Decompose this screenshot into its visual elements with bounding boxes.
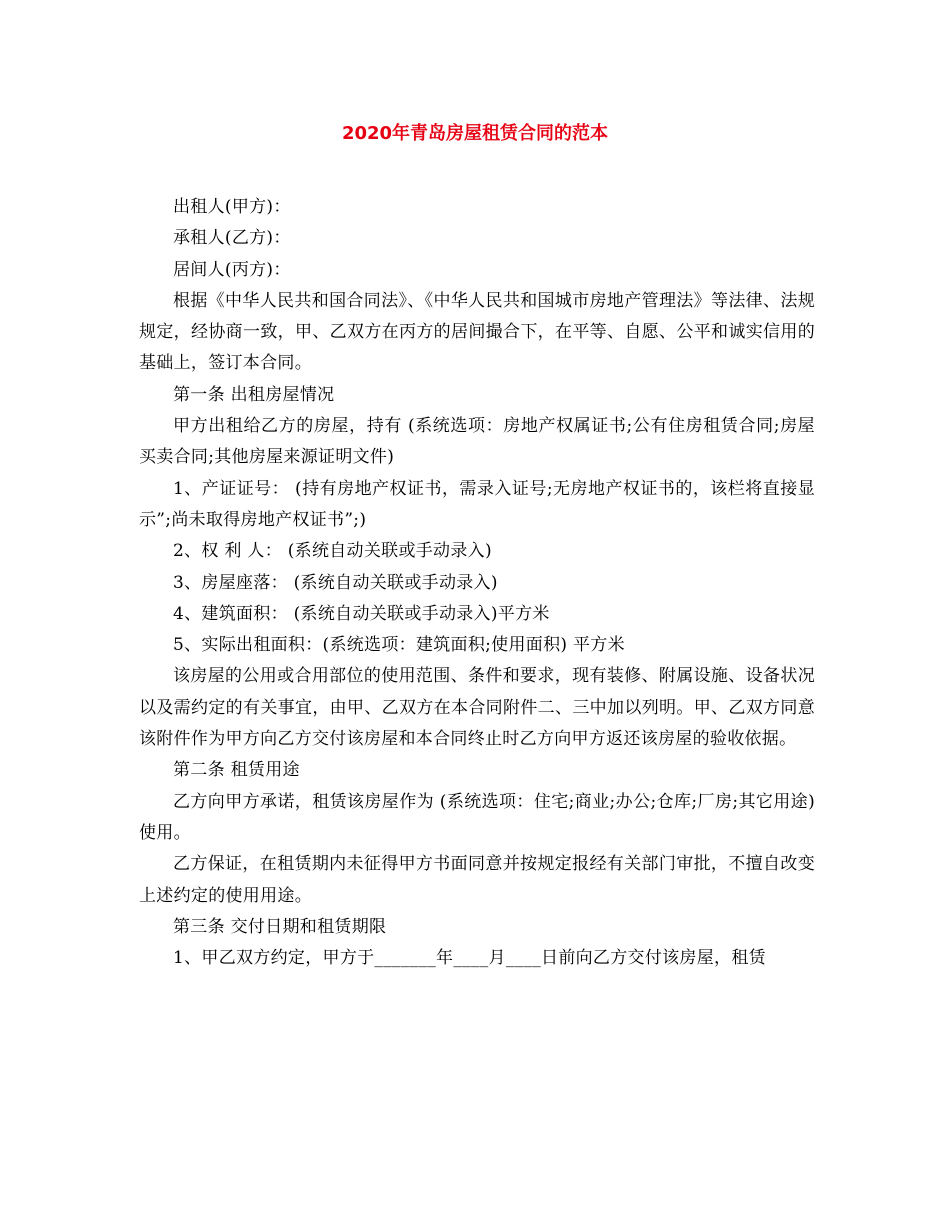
party-b-line: 承租人(乙方)： xyxy=(173,228,291,249)
article-1-heading: 第一条 出租房屋情况 xyxy=(173,384,335,405)
preamble-paragraph: 根据《中华人民共和国合同法》、《中华人民共和国城市房地产管理法》等法律、法规规定，经协商一致，甲、乙双方在丙方的居间撮合下，在平等、自愿、公平和诚实信用的基础上，签订本合同。 xyxy=(139,290,815,374)
article-1-paragraph: 甲方出租给乙方的房屋，持有 (系统选项：房地产权属证书;公有住房租赁合同;房屋买卖合同;其他房屋来源证明文件) xyxy=(139,416,815,468)
article-1-item-3: 3、房屋座落： (系统自动关联或手动录入) xyxy=(173,572,498,593)
document-title: 2020年青岛房屋租赁合同的范本 xyxy=(341,123,609,144)
article-1-item-5: 5、实际出租面积：(系统选项：建筑面积;使用面积) 平方米 xyxy=(173,635,625,656)
article-2-paragraph-2: 乙方保证，在租赁期内未征得甲方书面同意并按规定报经有关部门审批，不擅自改变上述约定的使用用途。 xyxy=(139,854,815,906)
article-1-item-4: 4、建筑面积： (系统自动关联或手动录入)平方米 xyxy=(173,603,550,624)
article-3-heading: 第三条 交付日期和租赁期限 xyxy=(173,916,387,937)
party-a-line: 出租人(甲方)： xyxy=(173,197,291,217)
article-1-item-2: 2、权 利 人： (系统自动关联或手动录入) xyxy=(173,541,492,562)
article-1-facilities-paragraph: 该房屋的公用或合用部位的使用范围、条件和要求，现有装修、附属设施、设备状况以及需约定的有关事宜，由甲、乙双方在本合同附件二、三中加以列明。甲、乙双方同意该附件作为甲方向乙方交付该房屋和本合同终止时乙方向甲方返还该房屋的验收依据。 xyxy=(139,666,815,750)
article-1-item-1: 1、产证证号： (持有房地产权证书，需录入证号;无房地产权证书的，该栏将直接显示”;尚未取得房地产权证书”;) xyxy=(139,478,815,530)
article-2-heading: 第二条 租赁用途 xyxy=(173,760,300,781)
article-3-item-1: 1、甲乙双方约定，甲方于_______年____月____日前向乙方交付该房屋，租赁 xyxy=(173,948,766,969)
document-body xyxy=(139,192,815,974)
party-c-line: 居间人(丙方)： xyxy=(173,259,291,280)
article-2-paragraph-1: 乙方向甲方承诺，租赁该房屋作为 (系统选项：住宅;商业;办公;仓库;厂房;其它用途)使用。 xyxy=(139,791,815,843)
